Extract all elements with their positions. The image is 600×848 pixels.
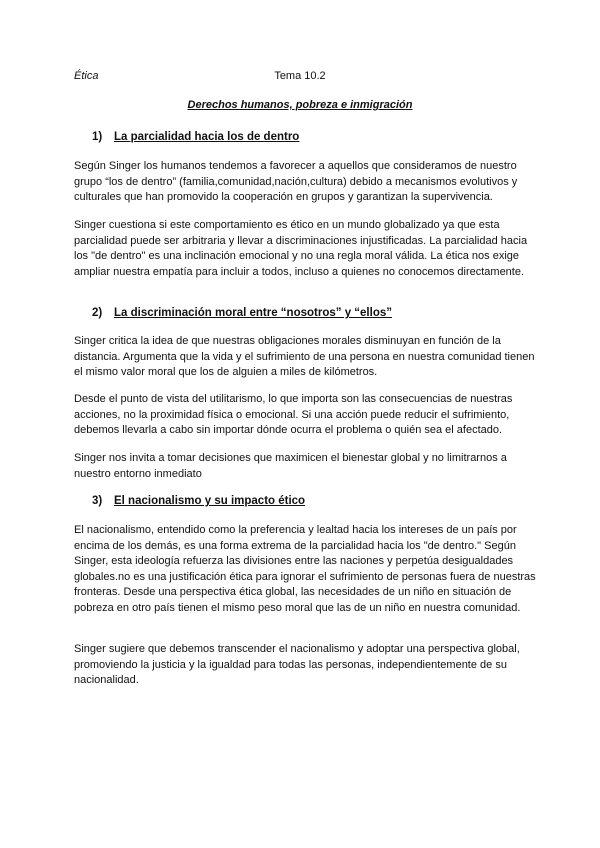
document-title: Derechos humanos, pobreza e inmigración (187, 99, 413, 111)
section-1-paragraph-1: Según Singer los humanos tendemos a favorecer a aquellos que consideramos de nuestro grupo “los de dentro” (familia,comunidad,nación,cultura) debido a mecanismos evolutivos y culturales que han promovido la cooperación en grupos y garantizan la supervivencia. (74, 160, 518, 204)
header-subject: Ética (74, 70, 99, 82)
section-2-paragraph-2: Desde el punto de vista del utilitarismo, lo que importa son las consecuencias de nuestras acciones, no la proximidad física o emocional. Si una acción puede reducir el sufrimiento, debemos llevarla a cabo sin importar dónde ocurra el problema o quién sea el afectado. (74, 393, 513, 437)
header-topic: Tema 10.2 (274, 70, 326, 82)
section-2-number: 2) (92, 307, 103, 319)
section-3-title: El nacionalismo y su impacto ético (114, 495, 306, 507)
section-2-title: La discriminación moral entre “nosotros” y “ellos” (114, 307, 392, 319)
section-2-paragraph-1: Singer critica la idea de que nuestras obligaciones morales disminuyan en función de la distancia. Argumenta que la vida y el sufrimiento de una persona en nuestra comunidad tienen el mismo valor moral que los de alguien a miles de kilómetros. (74, 335, 535, 379)
section-3-number: 3) (92, 495, 103, 507)
section-1-number: 1) (92, 131, 103, 143)
section-2-paragraph-3: Singer nos invita a tomar decisiones que maximicen el bienestar global y no limitrarnos a nuestro entorno inmediato (74, 452, 507, 480)
section-2-heading (92, 307, 392, 319)
section-1-heading (92, 131, 299, 143)
section-3-heading (92, 495, 305, 507)
section-1-paragraph-2: Singer cuestiona si este comportamiento es ético en un mundo globalizado ya que esta parcialidad puede ser arbitraria y llevar a discriminaciones injustificadas. La parcialidad hacia los "de dentro" es una inclinación emocional y no una regla moral válida. La ética nos exige ampliar nuestra empatía para incluir a todos, incluso a quienes no conocemos directamente. (74, 219, 528, 278)
section-1-title: La parcialidad hacia los de dentro (114, 131, 300, 143)
section-3-paragraph-2: Singer sugiere que debemos transcender el nacionalismo y adoptar una perspectiva global, promoviendo la justicia y la igualdad para todas las personas, independientemente de su nacionalidad. (74, 643, 520, 687)
section-3-paragraph-1: El nacionalismo, entendido como la preferencia y lealtad hacia los intereses de un país por encima de los demás, es una forma extrema de la parcialidad hacia los "de dentro." Según Singer, esta ideología refuerza las divisiones entre las naciones y perpetúa desigualdades globales.no es una justificación ética para ignorar el sufrimiento de personas fuera de nuestras fronteras. Desde una perspectiva ética global, las necesidades de un niño en situación de pobreza en otro país tienen el mismo peso moral que las de un niño en nuestra comunidad. (74, 524, 536, 614)
